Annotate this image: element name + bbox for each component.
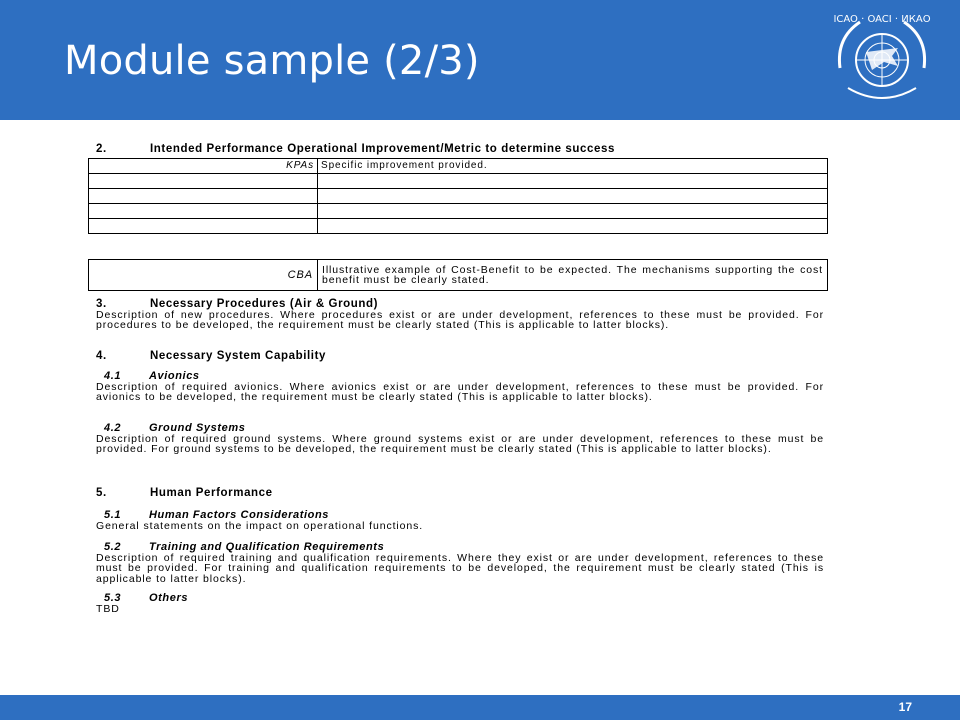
- section-5-2: [96, 542, 824, 584]
- section-4-2: [96, 423, 824, 455]
- page-number: 17: [898, 700, 912, 714]
- section-5-3-text: TBD: [96, 602, 120, 615]
- section-5-3-heading: 5.3 Others: [104, 592, 189, 604]
- cba-label: CBA: [89, 260, 318, 291]
- kpa-table: [88, 158, 828, 234]
- table-cell: [318, 189, 828, 204]
- section-5-heading: 5. Human Performance: [96, 487, 273, 499]
- section-5-1-text: General statements on the impact on operational functions.: [96, 519, 424, 532]
- section-3: [96, 299, 824, 331]
- table-cell: [89, 174, 318, 189]
- section-4: [96, 351, 824, 362]
- section-4-1-heading: 4.1 Avionics: [104, 370, 200, 382]
- table-cell: [318, 219, 828, 234]
- section-4-2-text: Description of required ground systems. Where ground systems exist or are under development, references to these must be provided. For ground systems to be developed, the requirement must be clearly stated (This is applicable to latter blocks).: [96, 432, 824, 455]
- table-row: [89, 189, 828, 204]
- slide-header: [0, 0, 960, 120]
- kpa-label: KPAs: [89, 159, 318, 174]
- section-5-1-heading: 5.1 Human Factors Considerations: [104, 509, 329, 521]
- table-row: [89, 174, 828, 189]
- table-cell: [89, 204, 318, 219]
- section-2-heading: 2. Intended Performance Operational Improvement/Metric to determine success: [96, 143, 615, 155]
- table-row: [89, 204, 828, 219]
- section-4-2-heading: 4.2 Ground Systems: [104, 422, 246, 434]
- section-5-1: [96, 510, 824, 531]
- section-5: [96, 488, 824, 499]
- table-cell: [89, 219, 318, 234]
- section-3-text: Description of new procedures. Where procedures exist or are under development, references to these must be provided. For procedures to be developed, the requirement must be clearly stated (This is applicable to latter blocks).: [96, 308, 824, 331]
- table-cell: [318, 204, 828, 219]
- icao-emblem-icon: [826, 8, 938, 112]
- section-5-2-text: Description of required training and qualification requirements. Where they exist or are under development, references to these must be provided. For training and qualification requirements to be developed, the requirement must be clearly stated (This is applicable to latter blocks).: [96, 551, 824, 585]
- section-5-3: [96, 593, 824, 614]
- table-row: [89, 159, 828, 174]
- section-3-heading: 3. Necessary Procedures (Air & Ground): [96, 298, 379, 310]
- kpa-text: Specific improvement provided.: [318, 159, 828, 174]
- table-row: [89, 260, 828, 291]
- table-row: [89, 219, 828, 234]
- section-4-1: [96, 371, 824, 403]
- section-5-2-heading: 5.2 Training and Qualification Requirements: [104, 541, 385, 553]
- section-2: [96, 144, 824, 155]
- logo-text: ICAO · OACI · ИКАО: [833, 14, 931, 25]
- table-cell: [89, 189, 318, 204]
- section-4-1-text: Description of required avionics. Where avionics exist or are under development, references to these must be provided. For avionics to be developed, the requirement must be clearly stated (This is applicable to latter blocks).: [96, 380, 824, 403]
- cba-text: Illustrative example of Cost-Benefit to be expected. The mechanisms supporting the cost benefit must be clearly stated.: [318, 260, 828, 291]
- slide-title: Module sample (2/3): [64, 38, 480, 84]
- table-cell: [318, 174, 828, 189]
- cba-table: [88, 259, 828, 291]
- slide-footer: [0, 695, 960, 720]
- section-4-heading: 4. Necessary System Capability: [96, 350, 327, 362]
